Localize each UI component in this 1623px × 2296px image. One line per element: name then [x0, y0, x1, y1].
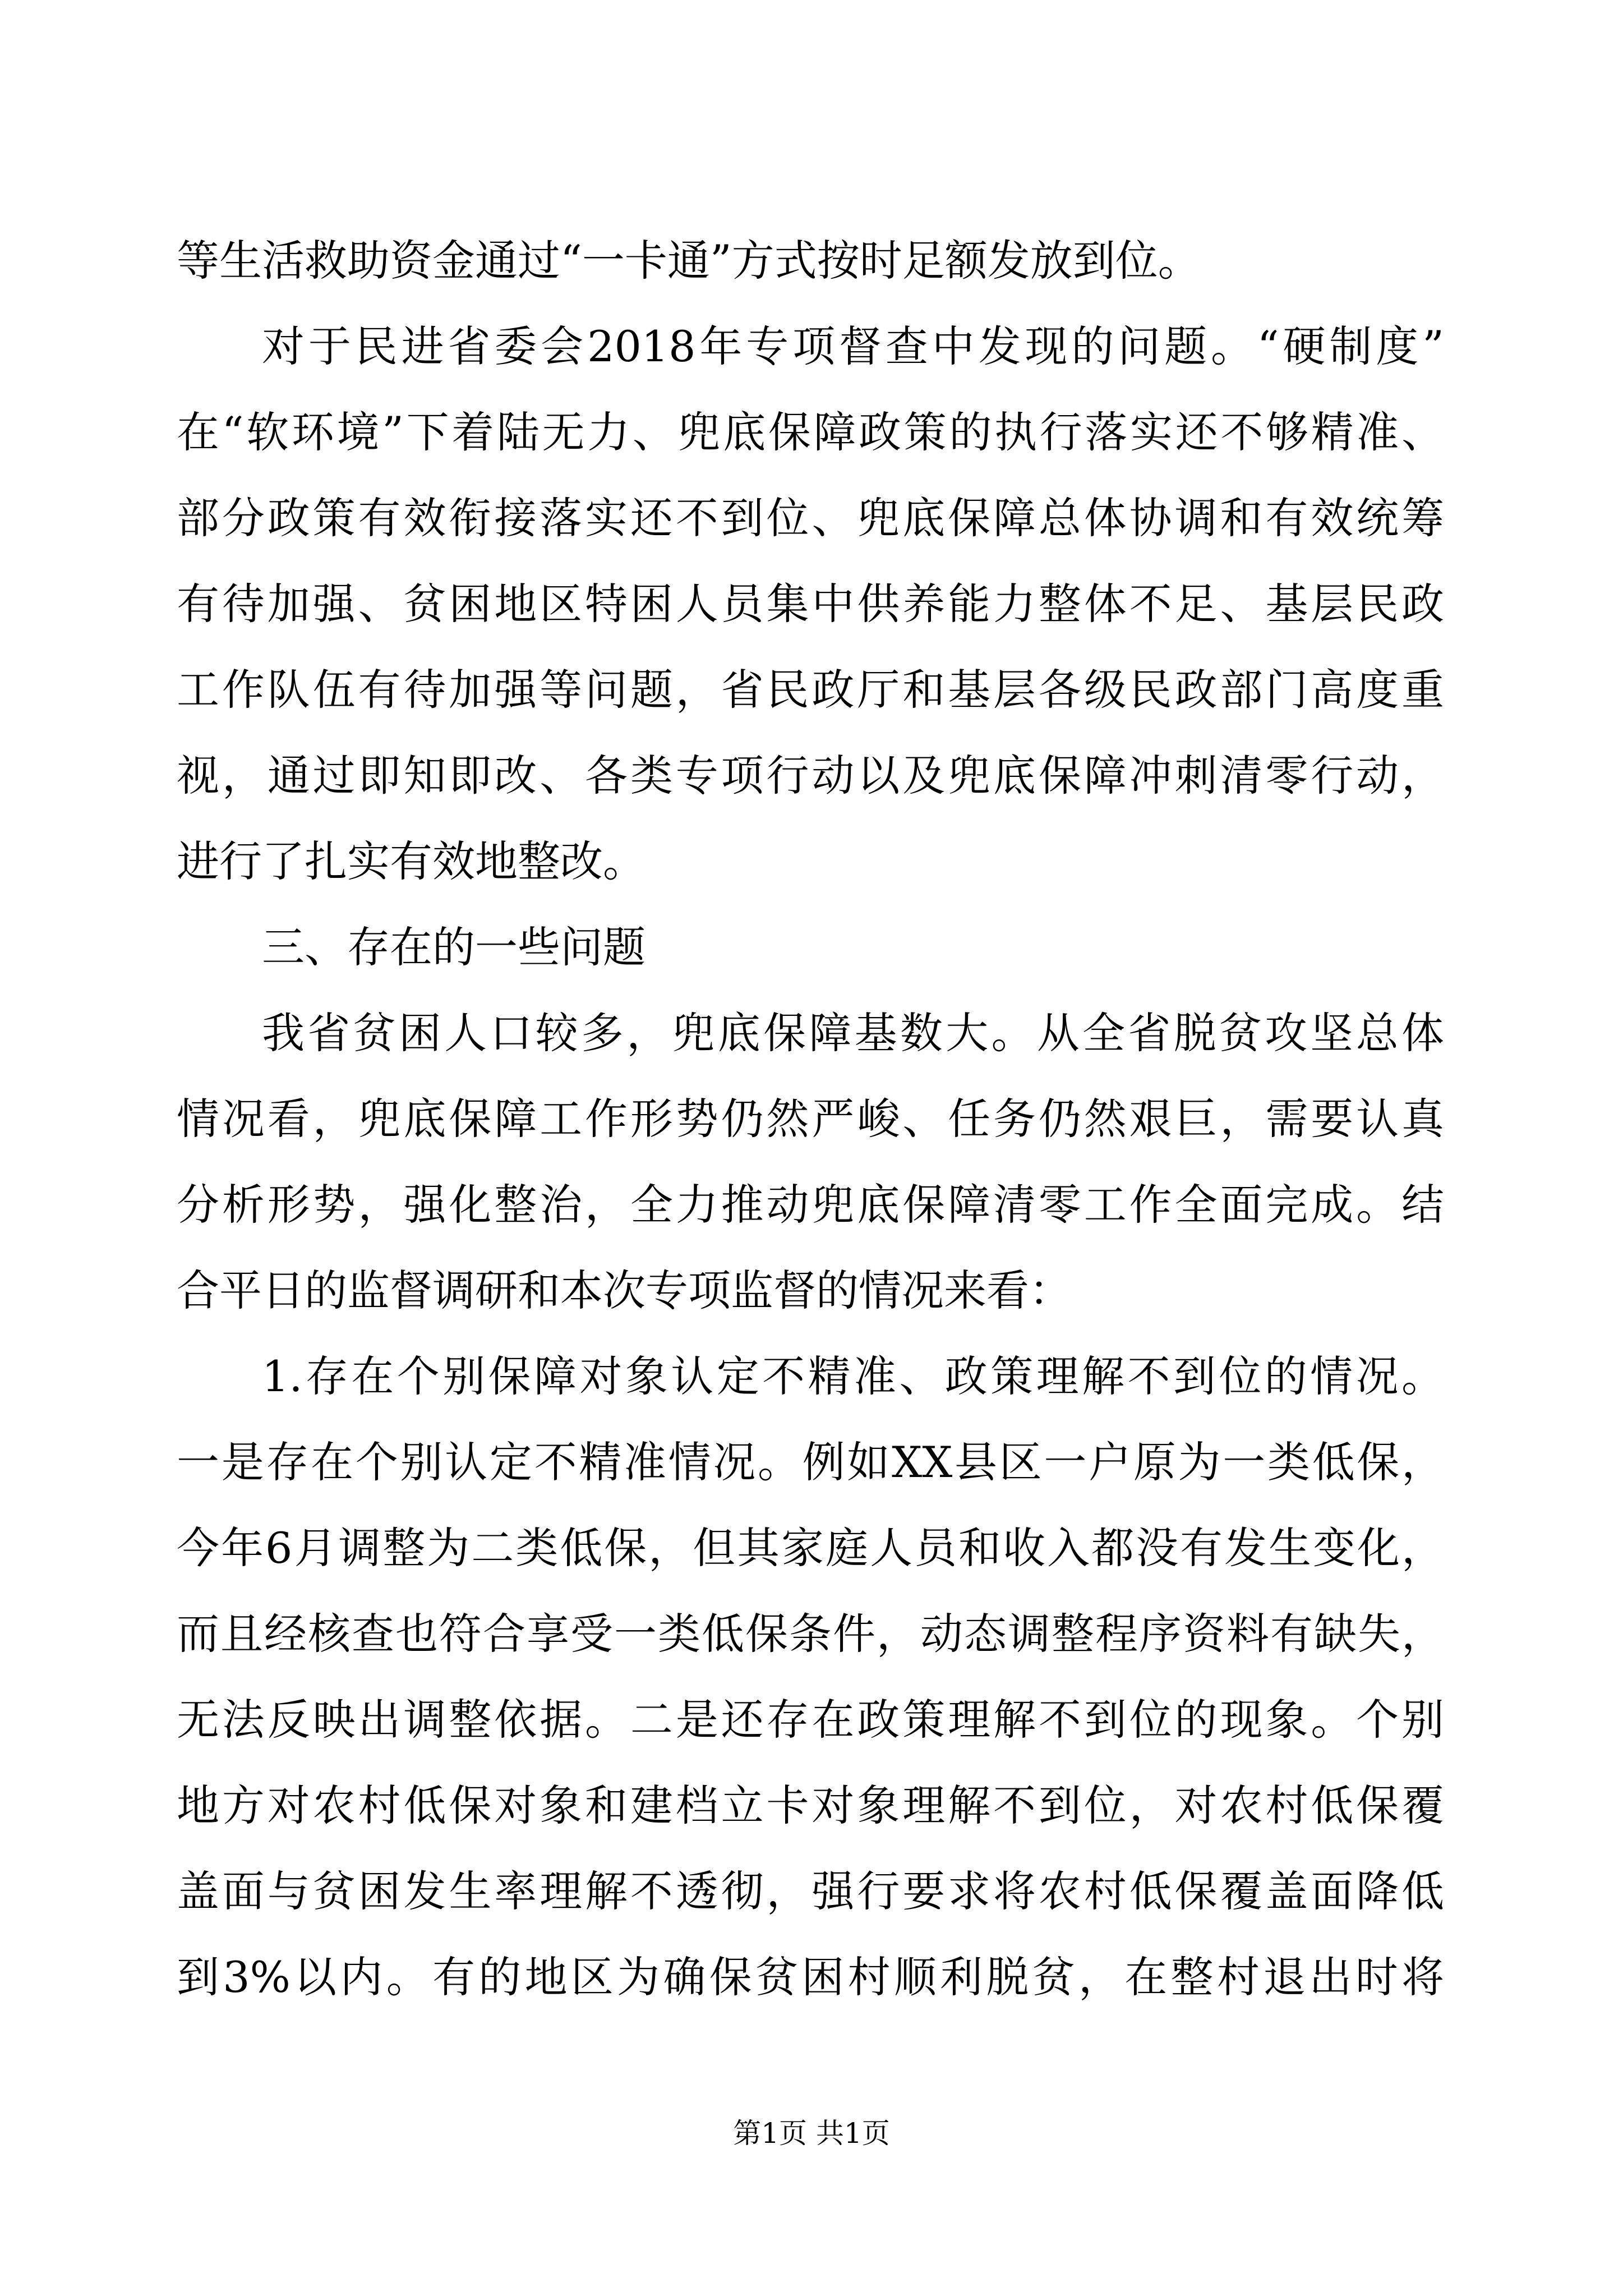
text-line: 今年6月调整为二类低保，但其家庭人员和收入都没有发生变化， [177, 1523, 1444, 1573]
text-line: 地方对农村低保对象和建档立卡对象理解不到位，对农村低保覆 [177, 1780, 1444, 1830]
text-line: 1.存在个别保障对象认定不精准、政策理解不到位的情况。 [262, 1351, 1444, 1401]
text-line: 进行了扎实有效地整改。 [177, 836, 645, 886]
text-line: 分析形势，强化整治，全力推动兜底保障清零工作全面完成。结 [177, 1180, 1444, 1230]
text-line: 情况看，兜底保障工作形势仍然严峻、任务仍然艰巨，需要认真 [177, 1094, 1444, 1144]
text-line: 部分政策有效衔接落实还不到位、兜底保障总体协调和有效统筹 [177, 493, 1444, 543]
text-line: 无法反映出调整依据。二是还存在政策理解不到位的现象。个别 [177, 1695, 1444, 1745]
text-line: 而且经核查也符合享受一类低保条件，动态调整程序资料有缺失， [177, 1609, 1444, 1659]
text-line: 一是存在个别认定不精准情况。例如XX县区一户原为一类低保， [177, 1437, 1444, 1487]
text-line: 等生活救助资金通过“一卡通”方式按时足额发放到位。 [177, 236, 1201, 286]
text-line: 到3%以内。有的地区为确保贫困村顺利脱贫，在整村退出时将 [177, 1952, 1444, 2002]
text-line: 我省贫困人口较多，兜底保障基数大。从全省脱贫攻坚总体 [262, 1008, 1444, 1058]
text-line: 合平日的监督调研和本次专项监督的情况来看： [177, 1266, 1072, 1315]
document-body [177, 218, 1444, 2020]
text-line: 在“软环境”下着陆无力、兜底保障政策的执行落实还不够精准、 [177, 407, 1444, 457]
text-line: 视，通过即知即改、各类专项行动以及兜底保障冲刺清零行动， [177, 751, 1444, 800]
text-line: 对于民进省委会2018年专项督查中发现的问题。“硬制度” [262, 321, 1444, 371]
text-line: 工作队伍有待加强等问题，省民政厅和基层各级民政部门高度重 [177, 665, 1444, 715]
text-line: 盖面与贫困发生率理解不透彻，强行要求将农村低保覆盖面降低 [177, 1866, 1444, 1916]
text-line: 有待加强、贫困地区特困人员集中供养能力整体不足、基层民政 [177, 579, 1444, 629]
page-footer: 第1页 共1页 [733, 2117, 890, 2150]
text-line: 三、存在的一些问题 [262, 922, 645, 972]
